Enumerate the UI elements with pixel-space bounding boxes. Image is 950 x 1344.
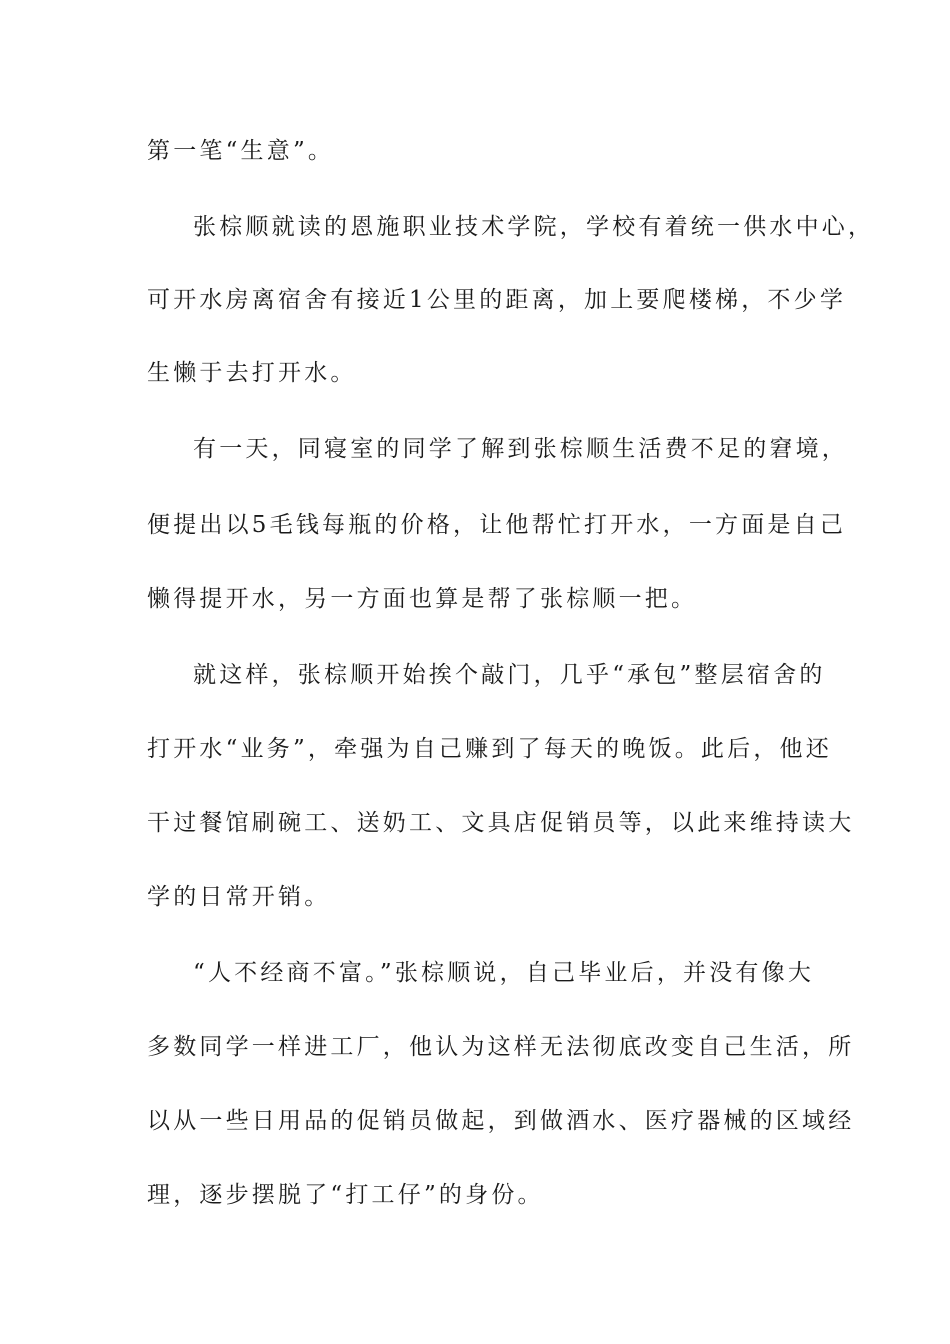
text-line: “人不经商不富。”张棕顺说，自己毕业后，并没有像大 — [193, 960, 815, 986]
text-line: 就这样，张棕顺开始挨个敲门，几乎“承包”整层宿舍的 — [193, 662, 826, 688]
text-line: 干过餐馆刷碗工、送奶工、文具店促销员等，以此来维持读大 — [147, 810, 855, 836]
text-line: 以从一些日用品的促销员做起，到做酒水、医疗器械的区域经 — [147, 1108, 855, 1134]
text-line: 可开水房离宿舍有接近1公里的距离，加上要爬楼梯，不少学 — [147, 287, 847, 313]
text-line: 张棕顺就读的恩施职业技术学院，学校有着统一供水中心， — [193, 214, 875, 240]
text-line: 多数同学一样进工厂，他认为这样无法彻底改变自己生活，所 — [147, 1034, 855, 1060]
text-line: 第一笔“生意”。 — [147, 138, 335, 164]
text-line: 便提出以5毛钱每瓶的价格，让他帮忙打开水，一方面是自己 — [147, 512, 847, 538]
text-line: 有一天，同寝室的同学了解到张棕顺生活费不足的窘境， — [193, 436, 848, 462]
text-line: 学的日常开销。 — [147, 884, 331, 910]
text-line: 懒得提开水，另一方面也算是帮了张棕顺一把。 — [147, 586, 698, 612]
text-line: 打开水“业务”，牵强为自己赚到了每天的晚饭。此后，他还 — [147, 736, 832, 762]
text-line: 理，逐步摆脱了“打工仔”的身份。 — [147, 1182, 544, 1208]
text-line: 生懒于去打开水。 — [147, 360, 357, 386]
